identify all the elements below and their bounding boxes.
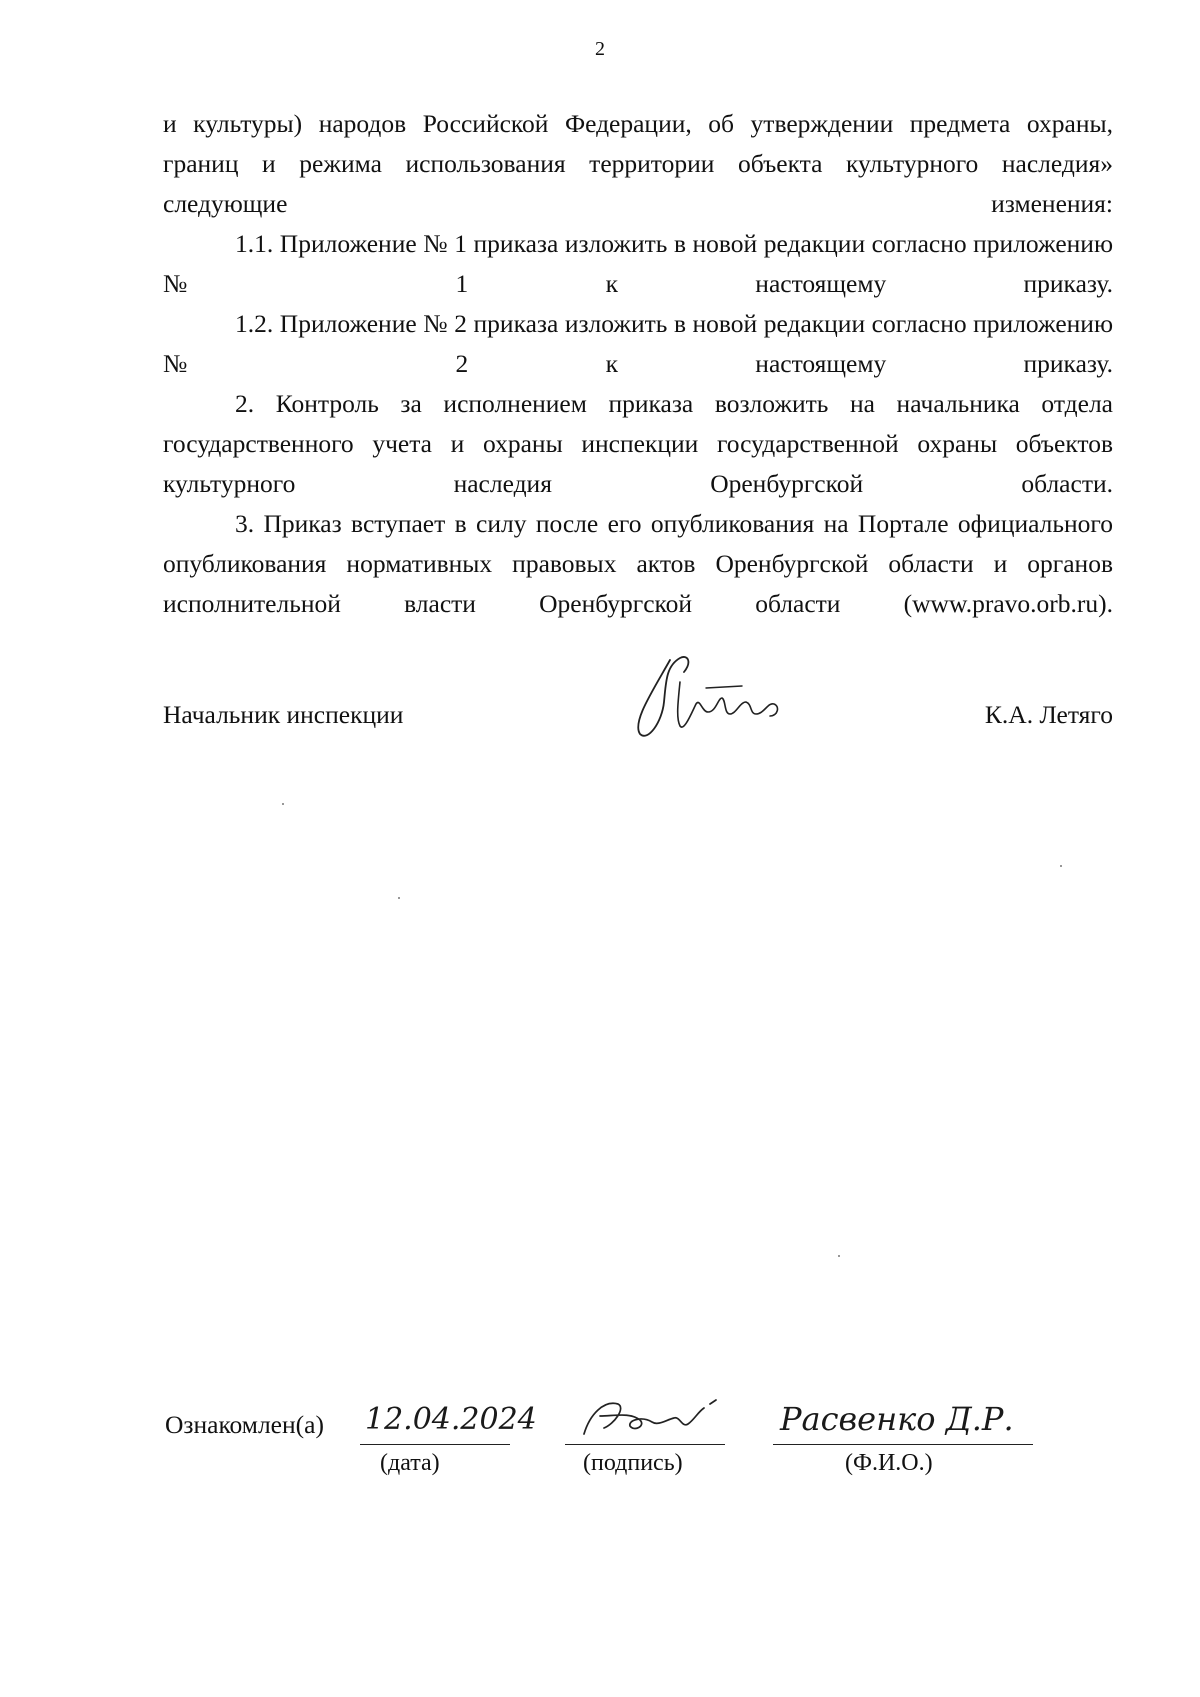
signature-caption: (подпись) [583,1450,683,1476]
fio-caption: (Ф.И.О.) [845,1450,933,1476]
paragraph-1-1: 1.1. Приложение № 1 приказа изложить в новой редакции согласно приложению № 1 к настоящему приказу. [163,229,1113,298]
scan-speck [1060,865,1062,867]
handwritten-date: 12.04.2024 [365,1402,537,1437]
signatory-title: Начальник инспекции [163,700,404,729]
paragraph-3: 3. Приказ вступает в силу после его опубликования на Портале официального опубликования нормативных правовых актов Оренбургской области и органов исполнительной власти Оренбургской области (www.pravo.orb.ru). [163,509,1113,618]
acknowledgment-block [165,1398,1125,1498]
date-underline [360,1444,510,1445]
scan-speck [282,803,284,805]
paragraph-2: 2. Контроль за исполнением приказа возложить на начальника отдела государственного учета и охраны инспекции государственной охраны объектов культурного наследия Оренбургской области. [163,389,1113,498]
fio-underline [773,1444,1033,1445]
signature-underline [565,1444,725,1445]
paragraph-0: и культуры) народов Российской Федерации, об утверждении предмета охраны, границ и режима использования территории объекта культурного наследия» следующие изменения: [163,109,1113,218]
paragraph-1-2: 1.2. Приложение № 2 приказа изложить в новой редакции согласно приложению № 2 к настоящему приказу. [163,309,1113,378]
body-text [163,104,1113,624]
handwritten-signature [622,652,802,742]
handwritten-fio: Расвенко Д.Р. [780,1400,1014,1438]
handwritten-acknowledgment-signature [570,1394,730,1448]
signatory-name: К.А. Летяго [984,700,1113,729]
scan-speck [398,897,400,899]
page-number: 2 [595,38,605,60]
scan-speck [838,1255,840,1257]
acknowledgment-label: Ознакомлен(а) [165,1410,324,1439]
date-caption: (дата) [380,1450,440,1476]
